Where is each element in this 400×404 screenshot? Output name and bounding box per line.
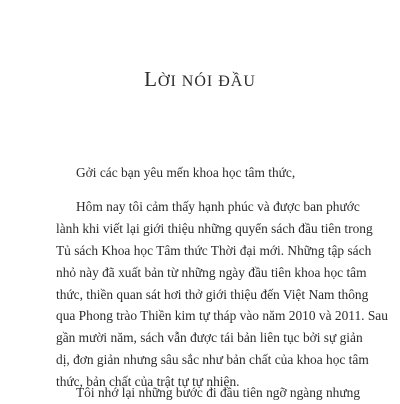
greeting-paragraph (56, 162, 359, 184)
paragraph-1-line: lành khi viết lại giới thiệu những quyển sách đầu tiên trong (56, 220, 373, 236)
paragraph-1 (56, 196, 388, 393)
paragraph-1-line: Tủ sách Khoa học Tâm thức Thời đại mới. Những tập sách (56, 242, 372, 258)
chapter-title-initial: L (144, 67, 158, 91)
paragraph-1-line: thức, bản chất của trật tự tự nhiên. (56, 374, 240, 390)
paragraph-1-line: thức, thiền quan sát hơi thở giới thiệu đến Việt Nam thông (56, 286, 369, 302)
paragraph-2 (56, 382, 359, 404)
paragraph-2-line: Tôi nhớ lại những bước đi đầu tiên ngỡ ngàng nhưng (76, 385, 361, 400)
paragraph-1-line: Hôm nay tôi cảm thấy hạnh phúc và được ban phước (76, 199, 360, 214)
paragraph-1-line: qua Phong trào Thiền kim tự tháp vào năm 2010 và 2011. Sau (56, 308, 388, 324)
paragraph-1-line: dị, đơn giản nhưng sâu sắc như bản chất của khoa học tâm (56, 352, 369, 368)
paragraph-1-line: nhỏ này đã xuất bản từ những ngày đầu tiên khoa học tâm (56, 264, 367, 280)
chapter-title (0, 67, 400, 92)
greeting-line: Gởi các bạn yêu mến khoa học tâm thức, (76, 165, 296, 180)
paragraph-1-line: gần mười năm, sách vẫn được tái bản liên tục bởi sự giản (56, 330, 363, 346)
chapter-title-rest: ỜI NÓI ĐẦU (157, 73, 256, 90)
